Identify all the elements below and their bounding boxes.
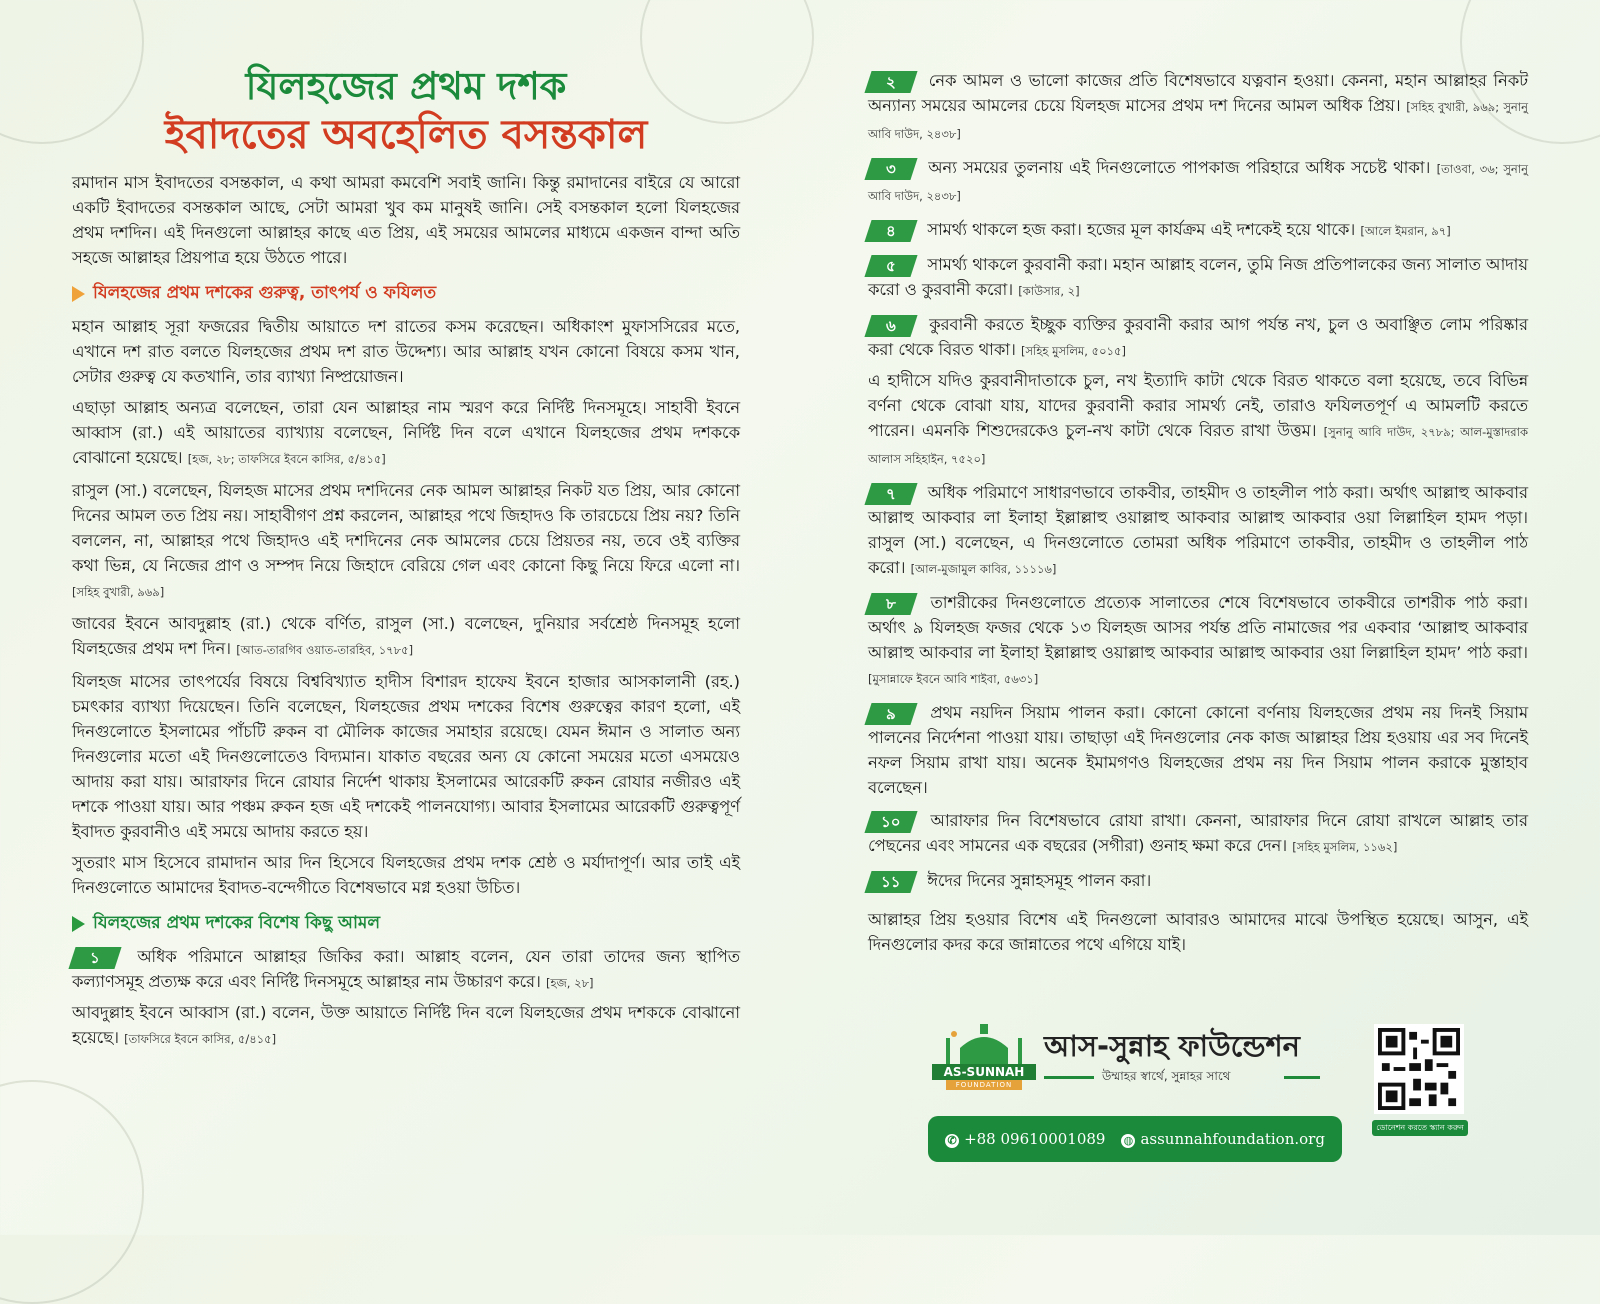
paragraph-text: সুতরাং মাস হিসেবে রামাদান আর দিন হিসেবে যিলহজের প্রথম দশক শ্রেষ্ঠ ও মর্যাদাপূর্ণ। আর তাই এই দিনগুলোতে আমাদের ইবাদত-বন্দেগীতে বিশেষভাবে মগ্ন হওয়া উচিত।	[72, 853, 740, 897]
section-heading-text: যিলহজের প্রথম দশকের গুরুত্ব, তাৎপর্য ও ফযিলত	[93, 283, 437, 303]
title-line-2: ইবাদতের অবহেলিত বসন্তকাল	[164, 111, 648, 158]
deed-number-badge: ১০	[864, 811, 917, 833]
deed-text: তাশরীকের দিনগুলোতে প্রত্যেক সালাতের শেষে বিশেষভাবে তাকবীরে তাশরীক পাঠ করা। অর্থাৎ ৯ যিলহজ ফজর থেকে ১৩ যিলহজ আসর পর্যন্ত প্রতি নামাজের পর একবার ‘আল্লাহু আকবার আল্লাহু আকবার লা ইলাহা ইল্লাল্লাহু ওয়াল্লাহু আকবার আল্লাহু আকবার ওয়া লিল্লাহিল হামদ’ পাঠ করা।	[868, 593, 1528, 662]
section-heading-deeds	[72, 910, 740, 938]
deed-number-badge: ৮	[864, 593, 917, 615]
tagline-divider	[1284, 1076, 1320, 1079]
left-column	[72, 62, 740, 1060]
citation: [আত-তারগিব ওয়াত-তারহিব, ১৭৮৫]	[236, 643, 414, 657]
website-contact[interactable]	[1121, 1130, 1324, 1148]
deed-item-6	[868, 312, 1528, 472]
section-heading-text: যিলহজের প্রথম দশকের বিশেষ কিছু আমল	[93, 913, 381, 933]
foundation-logo	[932, 1024, 1036, 1088]
citation: [আল-মুজামুল কাবির, ১১১১৬]	[910, 562, 1057, 576]
significance-paragraph	[72, 395, 740, 472]
citation: [সহিহ বুখারী, ৯৬৯]	[72, 585, 165, 599]
citation: [কাউসার, ২]	[1018, 284, 1080, 298]
deed-extra-text: এ হাদীসে যদিও কুরবানীদাতাকে চুল, নখ ইত্যাদি কাটা থেকে বিরত থাকতে বলা হয়েছে, তবে বিভিন্ন বর্ণনা থেকে বোঝা যায়, যাদের কুরবানী করার সামর্থ্য নেই, তারাও ফযিলতপূর্ণ এ আমলটি করতে পারেন। এমনকি শিশুদেরকেও চুল-নখ কাটা থেকে বিরত রাখা উত্তম।	[868, 371, 1528, 440]
deed-text: ঈদের দিনের সুন্নাহসমূহ পালন করা।	[927, 871, 1152, 890]
deed-text: অধিক পরিমানে আল্লাহর জিকির করা। আল্লাহ বলেন, যেন তারা তাদের জন্য স্থাপিত কল্যাণসমূহ প্রত্যক্ষ করে এবং নির্দিষ্ট দিনসমূহে আল্লাহর নাম উচ্চারণ করে।	[72, 947, 740, 991]
contact-bar	[928, 1116, 1342, 1162]
mosque-icon	[940, 1024, 1028, 1064]
phone-icon: ✆	[945, 1134, 959, 1148]
play-arrow-icon	[72, 916, 85, 932]
qr-code-icon	[1378, 1028, 1460, 1110]
deed-item-9	[868, 700, 1528, 800]
title-line-1: যিলহজের প্রথম দশক	[245, 63, 567, 108]
logo-text: AS-SUNNAH	[932, 1064, 1036, 1080]
deed-number-badge: ২	[864, 71, 917, 93]
globe-icon: ◍	[1121, 1134, 1135, 1148]
citation: [তাওবা, ৩৬; সুনানু আবি দাউদ, ২৪৩৮]	[868, 162, 1528, 203]
deed-item-7	[868, 480, 1528, 582]
tagline-divider	[1044, 1076, 1094, 1079]
paragraph-text: রাসুল (সা.) বলেছেন, যিলহজ মাসের প্রথম দশদিনের নেক আমল আল্লাহর নিকট যত প্রিয়, আর কোনো দিনের আমল তত প্রিয় নয়। সাহাবীগণ প্রশ্ন করলেন, আল্লাহর পথে জিহাদও কি তারচেয়ে প্রিয় নয়? তিনি বললেন, না, আল্লাহর পথে জিহাদও এই দশদিনের নেক আমলের চেয়ে প্রিয়তর নয়, তবে ওই ব্যক্তির কথা ভিন্ন, যে নিজের প্রাণ ও সম্পদ নিয়ে জিহাদে বেরিয়ে গেল এবং কোনো কিছু নিয়ে ফিরে এলো না।	[72, 481, 740, 575]
brand-name: আস-সুন্নাহ ফাউন্ডেশন	[1044, 1029, 1300, 1063]
significance-paragraph	[72, 669, 740, 844]
section-heading-significance	[72, 280, 740, 308]
citation: [সুনানু আবি দাউদ, ২৭৮৯; আল-মুস্তাদরাক আলাস সহিহাইন, ৭৫২০]	[868, 425, 1528, 466]
deed-extra	[72, 1000, 740, 1052]
intro-paragraph: রমাদান মাস ইবাদতের বসন্তকাল, এ কথা আমরা কমবেশি সবাই জানি। কিন্তু রমাদানের বাইরে যে আরো একটি ইবাদতের বসন্তকাল আছে, সেটা আমরা খুব কম মানুষই জানি। সেই বসন্তকাল হলো যিলহজের প্রথম দশদিন। এই দিনগুলো আল্লাহর কাছে এত প্রিয়, এই সময়ের আমলের মাধ্যমে একজন বান্দা অতি সহজে আল্লাহর প্রিয়পাত্র হয়ে উঠতে পারে।	[72, 173, 740, 267]
significance-paragraph	[72, 611, 740, 663]
significance-paragraph	[72, 850, 740, 900]
deed-number-badge: ৫	[864, 255, 917, 277]
deed-item-11	[868, 868, 1528, 893]
corner-ornament	[0, 1080, 144, 1304]
deed-item-1	[72, 944, 740, 1052]
citation: [আলে ইমরান, ৯৭]	[1360, 224, 1451, 238]
deed-text: সামর্থ্য থাকলে হজ করা। হজের মূল কার্যক্রম এই দশকেই হয়ে থাকে।	[927, 220, 1356, 239]
deed-text: অন্য সময়ের তুলনায় এই দিনগুলোতে পাপকাজ পরিহারে অধিক সচেষ্ট থাকা।	[928, 158, 1431, 177]
right-column	[868, 68, 1528, 963]
deed-item-3	[868, 155, 1528, 209]
citation: [সহিহ মুসলিম, ১১৬২]	[1292, 840, 1398, 854]
deed-text: অধিক পরিমাণে সাধারণভাবে তাকবীর, তাহমীদ ও তাহলীল পাঠ করা। অর্থাৎ আল্লাহু আকবার আল্লাহু আকবার লা ইলাহা ইল্লাল্লাহু ওয়াল্লাহু আকবার আল্লাহু আকবার ওয়া লিল্লাহিল হামদ পড়া। রাসুল (সা.) বলেছেন, এ দিনগুলোতে তোমরা অধিক পরিমাণে তাকবীর, তাহমীদ ও তাহলীল পাঠ করো।	[868, 483, 1528, 577]
deed-item-8	[868, 590, 1528, 692]
citation: [সহিহ মুসলিম, ৫০১৫]	[1020, 344, 1126, 358]
citation: [মুসান্নাফে ইবনে আবি শাইবা, ৫৬৩১]	[868, 672, 1039, 686]
deed-item-5	[868, 252, 1528, 304]
significance-paragraph	[72, 314, 740, 389]
deed-item-4	[868, 217, 1528, 244]
deed-text: সামর্থ্য থাকলে কুরবানী করা। মহান আল্লাহ বলেন, তুমি নিজ প্রতিপালকের জন্য সালাত আদায় করো ও কুরবানী করো।	[868, 255, 1528, 299]
citation: [হজ, ২৮]	[545, 976, 594, 990]
deed-item-2	[868, 68, 1528, 147]
deed-text: প্রথম নয়দিন সিয়াম পালন করা। কোনো কোনো বর্ণনায় যিলহজের প্রথম নয় দিনই সিয়াম পালনের নির্দেশনা পাওয়া যায়। তাছাড়া এই দিনগুলোর নেক কাজ আল্লাহর প্রিয় হওয়ায় এর সব দিনেই নফল সিয়াম রাখা যায়। অনেক ইমামগণও যিলহজের প্রথম নয় দিন সিয়াম পালন করাকে মুস্তাহাব বলেছেন।	[868, 703, 1528, 797]
deed-extra	[868, 368, 1528, 472]
phone-contact[interactable]	[945, 1130, 1105, 1148]
significance-paragraph	[72, 478, 740, 605]
play-arrow-icon	[72, 286, 85, 302]
citation: [হজ, ২৮; তাফসিরে ইবনে কাসির, ৫/৪১৫]	[187, 452, 386, 466]
paragraph-text: মহান আল্লাহ সূরা ফজরের দ্বিতীয় আয়াতে দশ রাতের কসম করেছেন। অধিকাংশ মুফাসসিরের মতে, এখানে দশ রাত বলতে যিলহজের প্রথম দশ রাত উদ্দেশ্য। আর আল্লাহ যখন কোনো বিষয়ে কসম খান, সেটার গুরুত্ব যে কতখানি, তার ব্যাখ্যা নিষ্প্রয়োজন।	[72, 317, 740, 386]
deed-item-10	[868, 808, 1528, 860]
qr-caption: ডোনেশন করতে স্ক্যান করুন	[1372, 1120, 1468, 1136]
citation: [তাফসিরে ইবনে কাসির, ৫/৪১৫]	[124, 1032, 277, 1046]
deed-extra-text: আবদুল্লাহ ইবনে আব্বাস (রা.) বলেন, উক্ত আয়াতে নির্দিষ্ট দিন বলে যিলহজের প্রথম দশককে বোঝানো হয়েছে।	[72, 1003, 740, 1047]
deed-text: আরাফার দিন বিশেষভাবে রোযা রাখা। কেননা, আরাফার দিনে রোযা রাখলে আল্লাহ তার পেছনের এবং সামনের এক বছরের (সগীরা) গুনাহ ক্ষমা করে দেন।	[868, 811, 1528, 855]
website-link: assunnahfoundation.org	[1140, 1130, 1325, 1148]
deed-number-badge: ৩	[864, 158, 917, 180]
deed-text: কুরবানী করতে ইচ্ছুক ব্যক্তির কুরবানী করার আগ পর্যন্ত নখ, চুল ও অবাঞ্ছিত লোম পরিষ্কার করা থেকে বিরত থাকা।	[868, 315, 1528, 359]
paragraph-text: জাবের ইবনে আবদুল্লাহ (রা.) থেকে বর্ণিত, রাসুল (সা.) বলেছেন, দুনিয়ার সর্বশ্রেষ্ঠ দিনসমূহ হলো যিলহজের প্রথম দশ দিন।	[72, 614, 740, 658]
deed-number-badge: ৪	[864, 220, 917, 242]
tagline: উম্মাহর স্বার্থে, সুন্নাহর সাথে	[1102, 1069, 1231, 1083]
deed-text: নেক আমল ও ভালো কাজের প্রতি বিশেষভাবে যত্নবান হওয়া। কেননা, মহান আল্লাহর নিকট অন্যান্য সময়ের আমলের চেয়ে যিলহজ মাসের প্রথম দশ দিনের আমল অধিক প্রিয়।	[868, 71, 1528, 115]
deed-number-badge: ৭	[864, 483, 917, 505]
qr-code[interactable]	[1374, 1024, 1464, 1114]
deed-number-badge: ৯	[864, 703, 917, 725]
citation: [সহিহ বুখারী, ৯৬৯; সুনানু আবি দাউদ, ২৪৩৮]	[868, 100, 1528, 141]
phone-number: +88 09610001089	[964, 1130, 1106, 1148]
deed-number-badge: ১১	[864, 871, 917, 893]
closing-paragraph: আল্লাহর প্রিয় হওয়ার বিশেষ এই দিনগুলো আবারও আমাদের মাঝে উপস্থিত হয়েছে। আসুন, এই দিনগুলোর কদর করে জান্নাতের পথে এগিয়ে যাই।	[868, 910, 1528, 954]
deed-number-badge: ১	[68, 947, 121, 969]
paragraph-text: যিলহজ মাসের তাৎপর্যের বিষয়ে বিশ্ববিখ্যাত হাদীস বিশারদ হাফেয ইবনে হাজার আসকালানী (রহ.) চমৎকার ব্যাখ্যা দিয়েছেন। তিনি বলেছেন, যিলহজের প্রথম দশকের বিশেষ গুরুত্বের কারণ হলো, এই দিনগুলোতে ইসলামের পাঁচটি রুকন বা মৌলিক কাজের সমাহার রয়েছে। যেমন ঈমান ও সালাত অন্য দিনগুলোর মতো এই দিনগুলোতেও বিদ্যমান। যাকাত বছরের অন্য যে কোনো সময়ের মতো এসময়েও আদায় করা যায়। আরাফার দিনে রোযার নির্দেশ থাকায় ইসলামের আরেকটি রুকন রোযার নজীরও এই দশকে পাওয়া যায়। আর পঞ্চম রুকন হজ এই দশকেই পালনযোগ্য। আবার ইসলামের আরেকটি গুরুত্বপূর্ণ ইবাদত কুরবানীও এই সময়ে আদায় করতে হয়।	[72, 672, 740, 841]
deed-number-badge: ৬	[864, 315, 917, 337]
footer	[922, 1024, 1522, 1204]
logo-subtext: FOUNDATION	[946, 1080, 1022, 1090]
paragraph-text: এছাড়া আল্লাহ অন্যত্র বলেছেন, তারা যেন আল্লাহর নাম স্মরণ করে নির্দিষ্ট দিনসমূহে। সাহাবী ইবনে আব্বাস (রা.) এই আয়াতের ব্যাখ্যায় বলেছেন, নির্দিষ্ট দিন বলে এখানে যিলহজের প্রথম দশককে বোঝানো হয়েছে।	[72, 398, 740, 467]
